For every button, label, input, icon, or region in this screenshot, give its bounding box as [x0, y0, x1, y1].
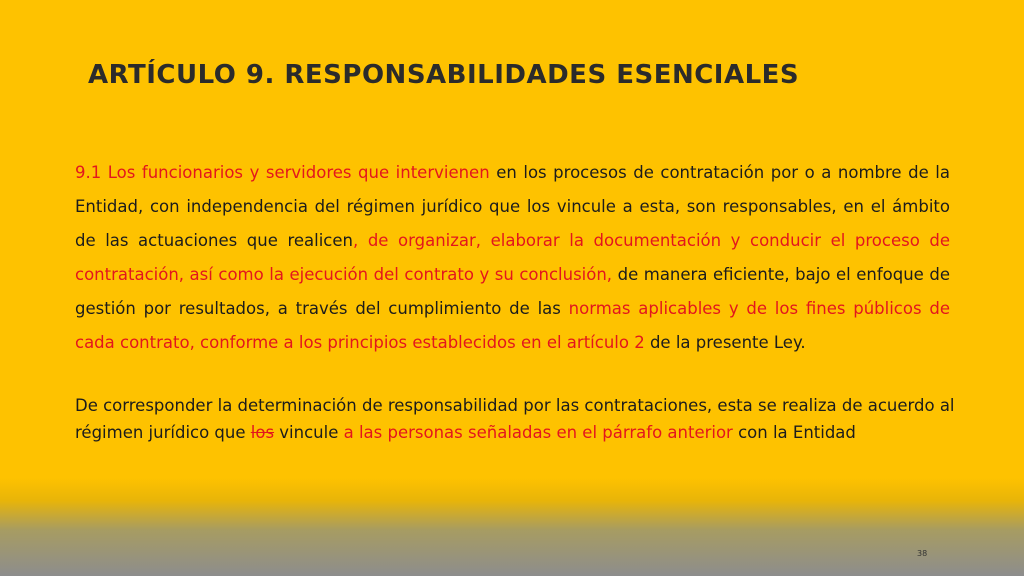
slide-title: ARTÍCULO 9. RESPONSABILIDADES ESENCIALES: [88, 60, 800, 90]
body-text: con la Entidad: [732, 423, 856, 442]
highlight-text: a las personas señaladas en el párrafo anterior: [343, 423, 733, 442]
struck-text: los: [250, 423, 275, 442]
paragraph-9-1: [75, 156, 950, 360]
highlight-text: normas aplicables y de los fines públicos de cada contrato, conforme a los principios establecidos en el artículo 2: [75, 299, 950, 352]
body-text: De corresponder la determinación de responsabilidad por las contrataciones, esta se realiza de acuerdo al régimen jurídico que: [75, 396, 955, 442]
paragraph-responsabilidad: [75, 392, 960, 446]
highlight-text: organizar, elaborar la documentación y conducir el proceso de contratación, así como la ejecución del contrato y su conclusión,: [75, 231, 950, 284]
body-text: vincule: [274, 423, 344, 442]
body-text: en los procesos de contratación por o a nombre de la Entidad, con independencia del régimen jurídico que los vincule a esta, son responsables, en el ámbito de las actuaciones que realicen: [75, 163, 950, 250]
page-number: 38: [917, 549, 928, 558]
highlight-text: 9.1 Los funcionarios y servidores que intervienen: [75, 163, 490, 182]
body-text: de la presente Ley.: [644, 333, 806, 352]
body-text: de manera eficiente, bajo el enfoque de gestión por resultados, a través del cumplimiento de las: [75, 265, 950, 318]
highlight-text: , de: [353, 231, 399, 250]
